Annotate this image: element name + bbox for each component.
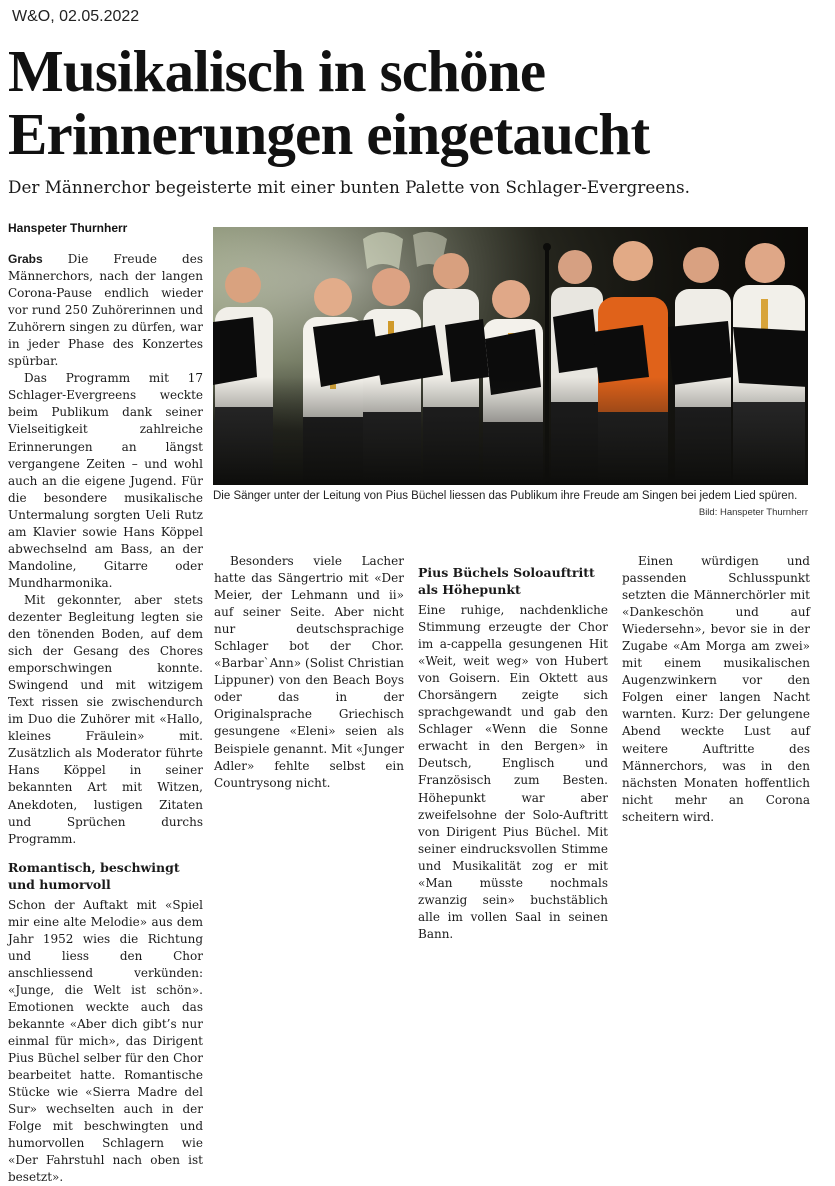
headline xyxy=(8,40,828,166)
article-paragraph: Einen würdigen und passenden Schlusspunkt setzten die Männerchörler mit «Dankeschön und auf Wiedersehn», bevor sie in der Zugabe «Am Morga am zwei» mit einem musikalischen Augenzwinkern vor den Folgen einer langen Nacht warnten. Kurz: Der gelungene Abend weckte Lust auf weitere Auftritte des Männerchors, was in den nächsten Monaten hoffentlich nicht mehr an Corona scheitern wird. xyxy=(622,554,810,824)
photo-caption: Die Sänger unter der Leitung von Pius Büchel liessen das Publikum ihre Freude am Singen bei jedem Lied spüren. xyxy=(213,490,798,502)
dateline: Grabs xyxy=(8,252,43,266)
section-heading: Romantisch, beschwingt und humorvoll xyxy=(8,859,180,892)
section-heading: Pius Büchels Soloauftritt als Höhepunkt xyxy=(418,565,595,597)
article-paragraph: Eine ruhige, nachdenkliche Stimmung erzeugte der Chor im a-cappella gesungenen Hit «Weit, weit weg» von Hubert von Goisern. Ein Oktett aus Chorsängern zeigte sich sprachgewandt und gab den Schlager «Wenn die Sonne erwacht in den Bergen» in Deutsch, Englisch und Französisch zum Besten. Höhepunkt war aber zweifelsohne der Solo-Auftritt von Dirigent Pius Büchel. Mit seiner eindrucksvollen Stimme und Musikalität zog er mit «Man müsste nochmals zwanzig sein» buchstäblich alle im vollen Saal in seinen Bann. xyxy=(418,603,608,941)
article-paragraph: Schon der Auftakt mit «Spiel mir eine alte Melodie» aus dem Jahr 1952 wies die Richtung und liess den Chor anschliessend verkünden: «Junge, die Welt ist schön». Emotionen weckte auch das bekannte «Aber dich gibt’s nur einmal für mich», das Dirigent Pius Büchel selber für den Chor bearbeitet hatte. Romantische Stücke wie «Sierra Madre del Sur» wechselten auch in der Folge mit beschwingten und humorvollen Schlagern wie «Der Fahrstuhl nach oben ist besetzt». xyxy=(8,897,203,1185)
article-paragraph: Mit gekonnter, aber stets dezenter Begleitung legten sie den tönenden Boden, auf dem sich der Gesang des Chores emporschwingen konnte. Swingend und mit witzigem Text rissen sie zwischendurch im Duo die Zuhörer mit «Hallo, kleines Fräulein» mit. Zusätzlich als Moderator führte Hans Köppel in seiner bekannten Art mit Witzen, Anekdoten, lustigen Zitaten und Sprüchen durchs Programm. xyxy=(8,592,203,846)
headline-line-2: Erinnerungen eingetaucht xyxy=(8,101,650,167)
article-column-2 xyxy=(214,553,404,792)
choir-photo xyxy=(213,227,808,485)
article-column-4 xyxy=(622,553,810,826)
article-paragraph: Besonders viele Lacher hatte das Sängertrio mit «Der Meier, der Lehmann und ii» auf seiner Seite. Aber nicht nur deutschsprachige Schlager bot der Chor. «Barbar`Ann» (Solist Christian Lippuner) von den Beach Boys oder das in der Originalsprache Griechisch gesungene «Eleni» seien als Beispiele genannt. Mit «Junger Adler» fehlte selbst ein Countrysong nicht. xyxy=(214,554,404,790)
article-paragraph: Das Programm mit 17 Schlager-Evergreens weckte beim Publikum dank seiner Vielseitigkeit zahlreiche Erinnerungen an längst vergangene Zeiten – und wohl auch an die eigene Jugend. Für die besondere musikalische Untermalung sorgten Ueli Rutz am Klavier sowie Hans Köppel abwechselnd am Bass, an der Mandoline, Gitarre oder Mundharmonika. xyxy=(8,371,203,590)
article-column-3 xyxy=(418,553,608,943)
article-column-1 xyxy=(8,251,203,1186)
paragraph-text: Die Freude des Männerchors, nach der langen Corona-Pause endlich wieder vor rund 250 Zuhörerinnen und Zuhörern singen zu dürfen, war in jeder Phase des Konzertes spürbar. xyxy=(8,252,203,369)
photo-credit: Bild: Hanspeter Thurnherr xyxy=(698,507,808,518)
headline-line-1: Musikalisch in schöne xyxy=(8,38,546,104)
source-date-label: W&O, 02.05.2022 xyxy=(12,8,140,25)
byline: Hanspeter Thurnherr xyxy=(8,221,128,235)
subheadline: Der Männerchor begeisterte mit einer bunten Palette von Schlager-Evergreens. xyxy=(8,177,690,197)
article-paragraph xyxy=(8,251,203,370)
